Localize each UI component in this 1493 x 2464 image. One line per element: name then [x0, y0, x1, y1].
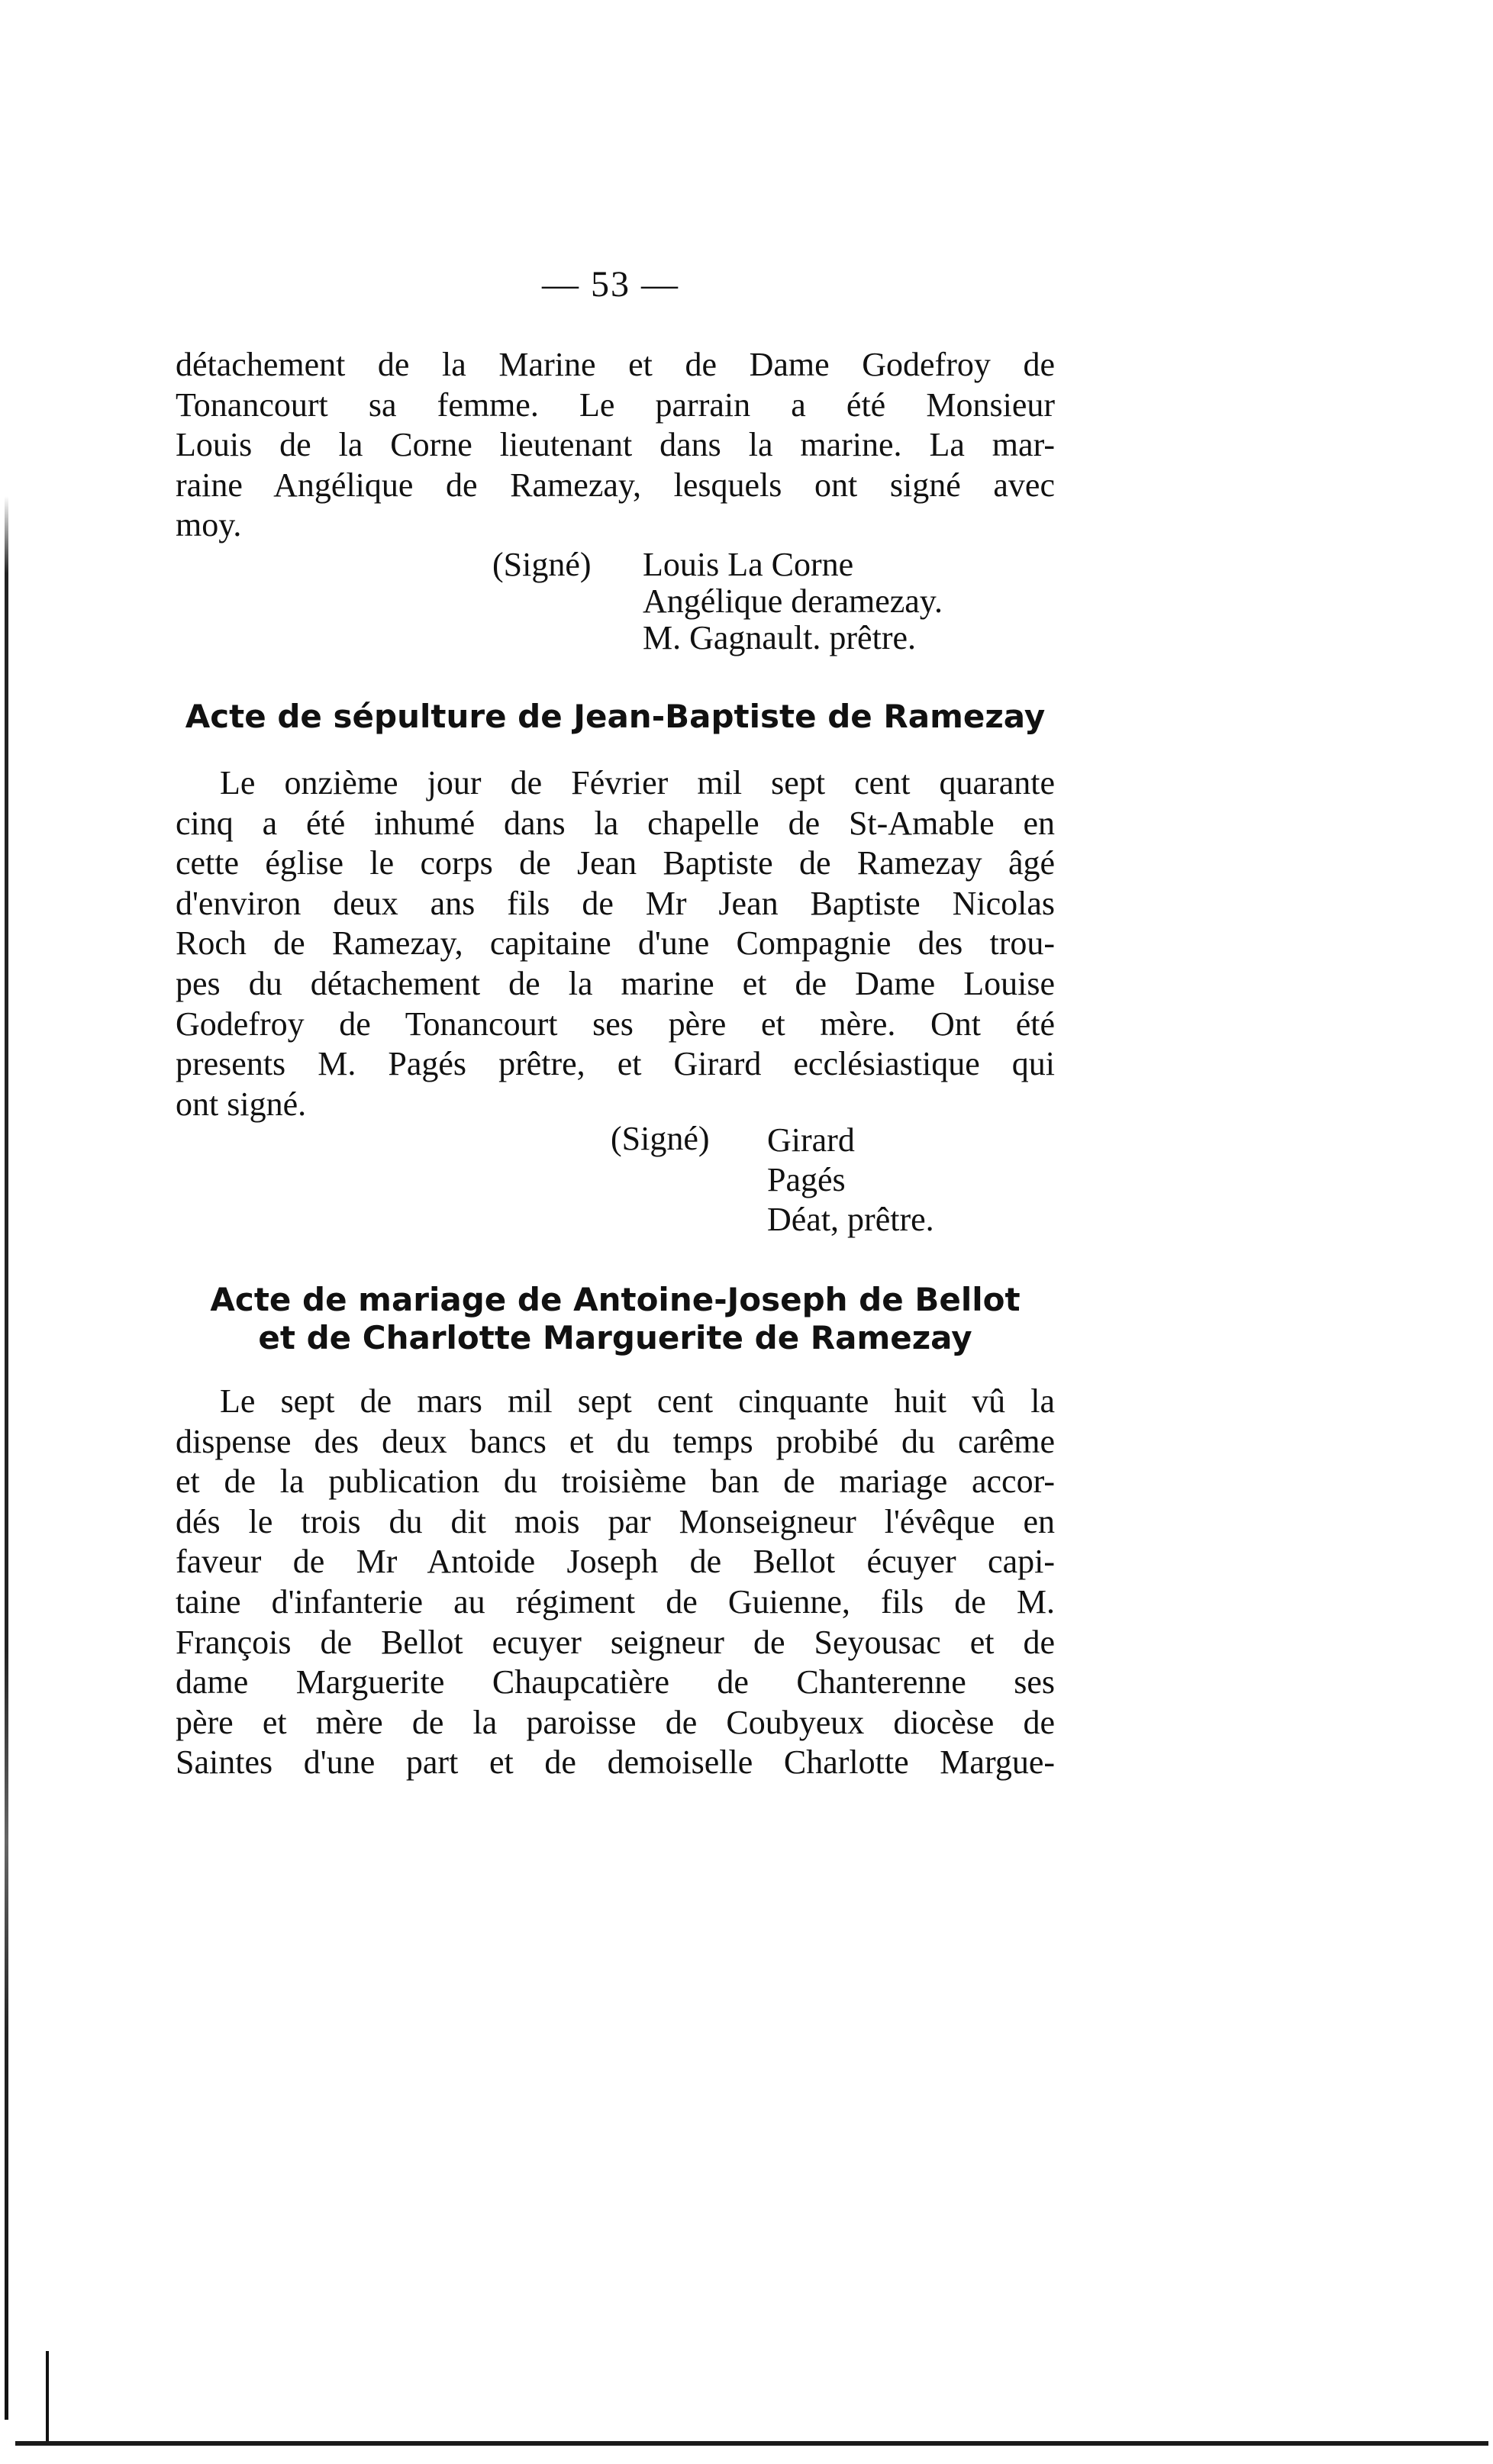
text-line: faveur de Mr Antoide Joseph de Bellot écuyer capi-	[176, 1543, 1055, 1581]
paragraph-burial-act	[176, 763, 1055, 1124]
text-line: Saintes d'une part et de demoiselle Charlotte Margue-	[176, 1743, 1055, 1782]
text-line: d'environ deux ans fils de Mr Jean Baptiste Nicolas	[176, 884, 1055, 922]
text-line: Le onzième jour de Février mil sept cent quarante	[220, 764, 1055, 801]
text-line: et de la publication du troisième ban de mariage accor-	[176, 1463, 1055, 1501]
text-line: moy.	[176, 506, 242, 544]
signature-name: Pagés	[767, 1161, 846, 1198]
heading-line: Acte de mariage de Antoine-Joseph de Bellot	[210, 1281, 1021, 1318]
paragraph-marriage-act	[176, 1382, 1055, 1783]
text-line: raine Angélique de Ramezay, lesquels ont signé avec	[176, 466, 1055, 504]
text-line: cette église le corps de Jean Baptiste de Ramezay âgé	[176, 844, 1055, 882]
text-line: dispense des deux bancs et du temps probibé du carême	[176, 1422, 1055, 1460]
text-line: dés le trois du dit mois par Monseigneur l'évêque en	[176, 1502, 1055, 1540]
signature-label: (Signé)	[492, 546, 592, 583]
text-line: Roch de Ramezay, capitaine d'une Compagnie des trou-	[176, 924, 1055, 963]
section-heading: Acte de sépulture de Jean-Baptiste de Ramezay	[185, 698, 1046, 735]
text-line: presents M. Pagés prêtre, et Girard ecclésiastique qui	[176, 1045, 1055, 1083]
scan-bottom-edge	[15, 2441, 1488, 2446]
signature-names	[767, 1121, 934, 1240]
section-heading	[176, 1281, 1055, 1357]
text-line: père et mère de la paroisse de Coubyeux diocèse de	[176, 1703, 1055, 1741]
text-line: Louis de la Corne lieutenant dans la marine. La mar-	[176, 426, 1055, 464]
heading-line: et de Charlotte Marguerite de Ramezay	[258, 1319, 972, 1356]
text-line: dame Marguerite Chaupcatière de Chanterenne ses	[176, 1663, 1055, 1701]
signature-name: Louis La Corne	[643, 546, 854, 583]
signature-name: M. Gagnault. prêtre.	[643, 619, 916, 656]
scan-corner-mark	[46, 2351, 49, 2443]
text-line: pes du détachement de la marine et de Dame Louise	[176, 964, 1055, 1002]
text-line: Le sept de mars mil sept cent cinquante huit vû la	[220, 1382, 1055, 1420]
text-line: Tonancourt sa femme. Le parrain a été Monsieur	[176, 385, 1055, 424]
paragraph-continuation	[176, 345, 1055, 546]
text-line: cinq a été inhumé dans la chapelle de St-Amable en	[176, 804, 1055, 842]
text-line: détachement de la Marine et de Dame Godefroy de	[176, 346, 1055, 383]
scan-left-edge	[5, 496, 8, 2420]
signature-names	[643, 547, 943, 656]
text-line: François de Bellot ecuyer seigneur de Seyousac et de	[176, 1623, 1055, 1661]
signature-label: (Signé)	[611, 1120, 710, 1157]
text-line: ont signé.	[176, 1085, 307, 1123]
text-line: Godefroy de Tonancourt ses père et mère. Ont été	[176, 1005, 1055, 1043]
signature-name: Angélique deramezay.	[643, 582, 943, 620]
text-line: taine d'infanterie au régiment de Guienne, fils de M.	[176, 1582, 1055, 1621]
signature-name: Girard	[767, 1121, 855, 1159]
page-number: — 53 —	[542, 264, 679, 305]
signature-name: Déat, prêtre.	[767, 1201, 934, 1238]
